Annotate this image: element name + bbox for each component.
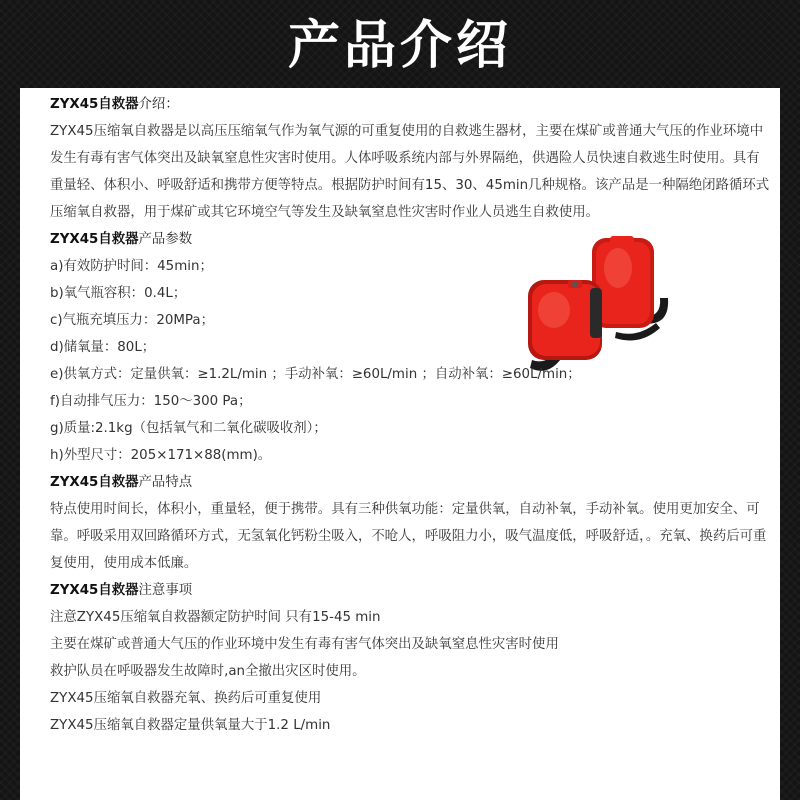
section-heading-params: ZYX45自救器产品参数 — [50, 232, 193, 247]
note-item: 主要在煤矿或普通大气压的作业环境中发生有毒有害气体突出及缺氧窒息性灾害时使用 — [50, 637, 559, 652]
page-title: 产品介绍 — [287, 16, 512, 76]
note-item: ZYX45压缩氧自救器充氧、换药后可重复使用 — [50, 691, 322, 706]
features-paragraph: 特点使用时间长，体积小，重量轻，便于携带。具有三种供氧功能：定量供氧，自动补氧，手动补氧。使用更加安全、可靠。呼吸采用双回路循环方式，无氢氧化钙粉尘吸入，不呛人，呼吸阻力小，吸气温度低，呼吸舒适，。充氧、换药后可重复使用，使用成本低廉。 — [50, 502, 767, 571]
note-item: 救护队员在呼吸器发生故障时,an全撤出灾区时使用。 — [50, 664, 366, 679]
param-item: g)质量:2.1kg（包括氧气和二氧化碳吸收剂）； — [50, 421, 327, 436]
section-heading-features: ZYX45自救器产品特点 — [50, 475, 193, 490]
section-heading-intro: ZYX45自救器介绍： — [50, 97, 179, 112]
param-item: f)自动排气压力：150～300 Pa； — [50, 394, 252, 409]
param-item: c)气瓶充填压力：20MPa； — [50, 313, 214, 328]
param-item: e)供氧方式：定量供氧：≥1.2L/min ；手动补氧：≥60L/min ；自动补氧：≥60L/min； — [50, 367, 581, 382]
param-item: b)氧气瓶容积：0.4L； — [50, 286, 187, 301]
param-item: a)有效防护时间：45min； — [50, 259, 213, 274]
param-item: h)外型尺寸：205×171×88(mm)。 — [50, 448, 272, 463]
note-item: ZYX45压缩氧自救器定量供氧量大于1.2 L/min — [50, 718, 331, 733]
intro-paragraph: ZYX45压缩氧自救器是以高压压缩氧气作为氧气源的可重复使用的自救逃生器材，主要在煤矿或普通大气压的作业环境中发生有毒有害气体突出及缺氧窒息性灾害时使用。人体呼吸系统内部与外界隔绝，供遇险人员快速自救逃生时使用。具有重量轻、体积小、呼吸舒适和携带方便等特点。根据防护时间有15、30、45min几种规格。该产品是一种隔绝闭路循环式压缩氧自救器，用于煤矿或其它环境空气等发生及缺氧窒息性灾害时作业人员逃生自救使用。 — [50, 124, 770, 220]
section-heading-notes: ZYX45自救器注意事项 — [50, 583, 193, 598]
param-item: d)储氧量：80L； — [50, 340, 156, 355]
document-body — [50, 91, 772, 739]
note-item: 注意ZYX45压缩氧自救器额定防护时间 只有15-45 min — [50, 610, 381, 625]
content-panel — [20, 88, 780, 800]
